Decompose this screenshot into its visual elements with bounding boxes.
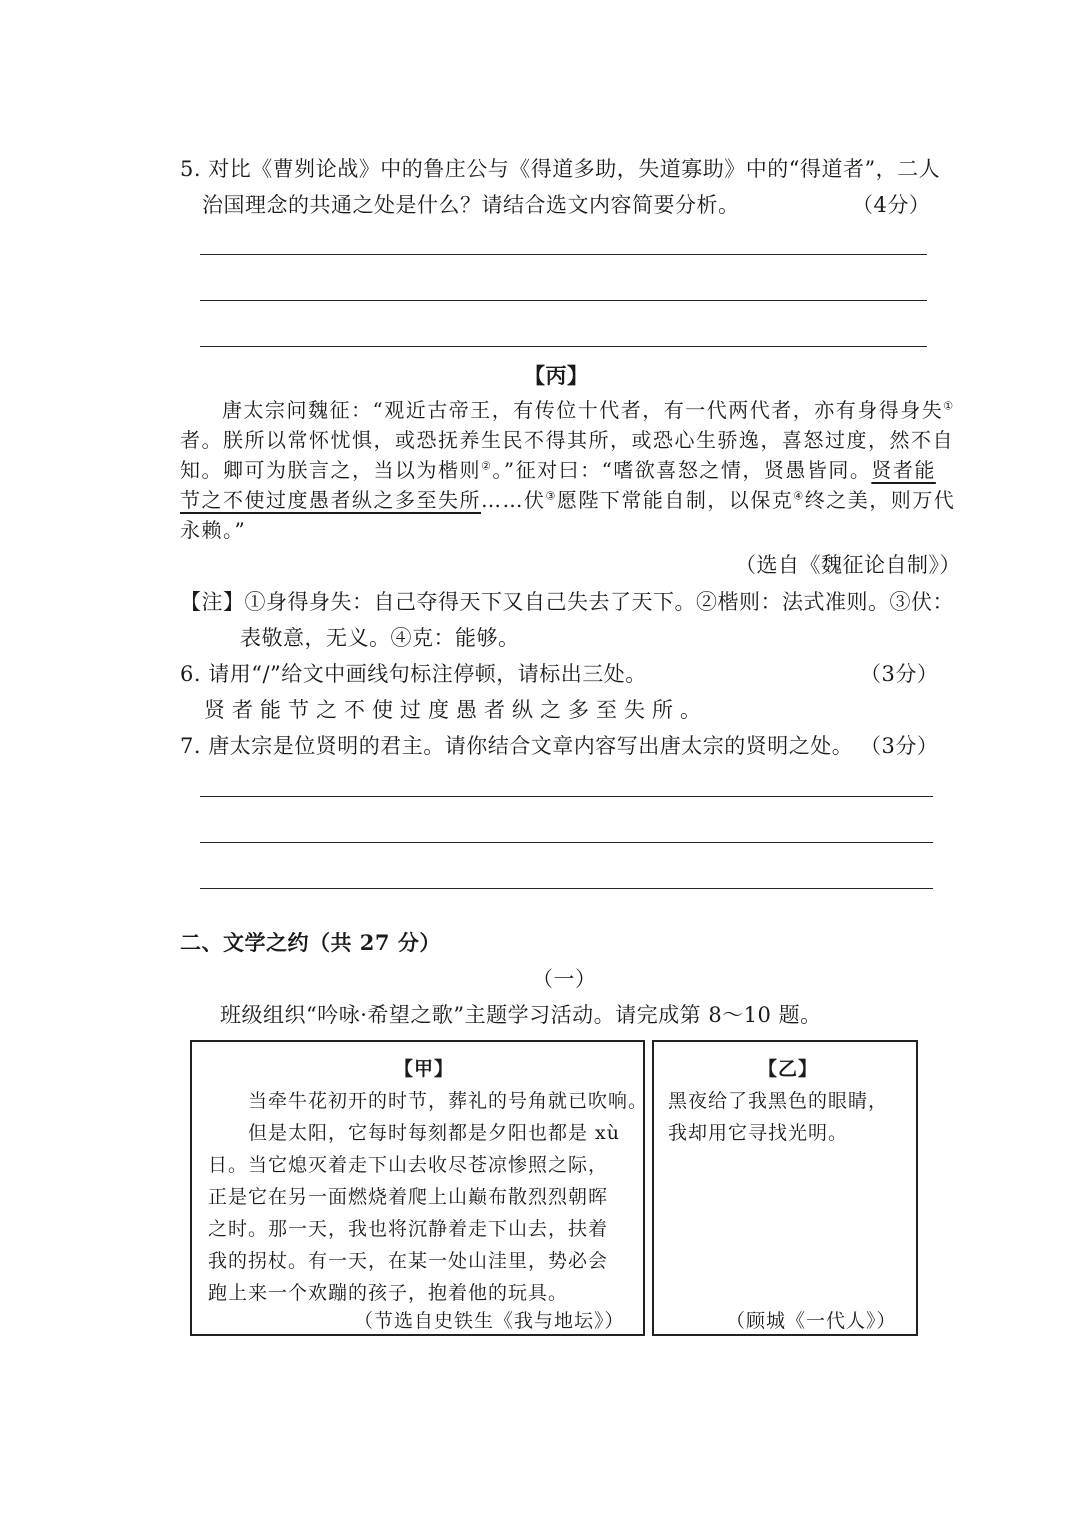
bing-paragraph-line5: 永赖。” <box>180 518 247 542</box>
jia-line: 当牵牛花初开的时节，葬礼的号角就已吹响。 <box>248 1090 649 1112</box>
yi-box <box>652 1040 918 1336</box>
q7-score: （3分） <box>860 734 939 758</box>
bing-notes-line2: 表敬意，无义。④克：能够。 <box>240 626 520 650</box>
q5-answer-line-3[interactable] <box>200 346 927 347</box>
jia-source: （节选自史铁生《我与地坛》） <box>354 1310 625 1332</box>
bing-source: （选自《魏征论自制》） <box>735 553 961 577</box>
q7-answer-line-2[interactable] <box>200 842 933 843</box>
q6-line1: 6. 请用“/”给文中画线句标注停顿，请标出三处。 <box>180 662 647 686</box>
jia-line: 但是太阳，它每时每刻都是夕阳也都是 xù <box>248 1122 620 1144</box>
footnote-mark-3: ③ <box>545 489 557 503</box>
jia-line: 我的拐杖。有一天，在某一处山洼里，势必会 <box>208 1250 609 1272</box>
section2-subtitle: （一） <box>532 967 597 991</box>
jia-line: 之时。那一天，我也将沉静着走下山去，扶着 <box>208 1218 609 1240</box>
bing-paragraph-line1: 唐太宗问魏征：“观近古帝王，有传位十代者，有一代两代者，亦有身得身失① <box>222 398 955 422</box>
footnote-mark-4: ④ <box>793 489 805 503</box>
jia-line: 正是它在另一面燃烧着爬上山巅布散烈烈朝晖 <box>208 1186 609 1208</box>
bing-paragraph-line4: 节之不使过度愚者纵之多至失所……伏③愿陛下常能自制，以保克④终之美，则万代 <box>180 488 956 512</box>
bing-notes-line1: 【注】①身得身失：自己夺得天下又自己失去了天下。②楷则：法式准则。③伏： <box>180 590 954 614</box>
bing-paragraph-line3: 知。卿可为朕言之，当以为楷则②。”征对曰：“嗜欲喜怒之情，贤愚皆同。贤者能 <box>180 458 936 482</box>
q5-answer-line-2[interactable] <box>200 300 927 301</box>
jia-heading: 【甲】 <box>394 1058 455 1080</box>
yi-source: （顾城《一代人》） <box>726 1310 897 1332</box>
underlined-sentence-part2: 节之不使过度愚者纵之多至失所 <box>180 488 481 512</box>
jia-line: 跑上来一个欢蹦的孩子，抱着他的玩具。 <box>208 1282 569 1304</box>
q6-sentence: 贤者能节之不使过度愚者纵之多至失所。 <box>204 698 708 722</box>
q7-line1: 7. 唐太宗是位贤明的君主。请你结合文章内容写出唐太宗的贤明之处。 <box>180 734 854 758</box>
bing-paragraph-line2: 者。朕所以常怀忧惧，或恐抚养生民不得其所，或恐心生骄逸，喜怒过度，然不自 <box>180 428 954 452</box>
yi-line: 我却用它寻找光明。 <box>668 1122 849 1144</box>
q7-answer-line-3[interactable] <box>200 888 933 889</box>
footnote-mark-1: ① <box>943 399 955 413</box>
q5-score: （4分） <box>852 193 931 217</box>
underlined-sentence-part1: 贤者能 <box>871 458 936 482</box>
q5-line1: 5. 对比《曹刿论战》中的鲁庄公与《得道多助，失道寡助》中的“得道者”，二人 <box>180 157 941 181</box>
yi-heading: 【乙】 <box>758 1058 819 1080</box>
bing-heading: 【丙】 <box>524 363 589 388</box>
q5-answer-line-1[interactable] <box>200 254 927 255</box>
section2-title: 二、文学之约（共 27 分） <box>180 930 441 955</box>
q7-answer-line-1[interactable] <box>200 796 933 797</box>
yi-line: 黑夜给了我黑色的眼睛， <box>668 1090 889 1112</box>
section2-intro: 班级组织“吟咏·希望之歌”主题学习活动。请完成第 8～10 题。 <box>220 1003 822 1027</box>
jia-box <box>190 1040 649 1336</box>
q5-line2: 治国理念的共通之处是什么？请结合选文内容简要分析。 <box>202 193 740 217</box>
q6-score: （3分） <box>860 662 939 686</box>
jia-line: 日。当它熄灭着走下山去收尽苍凉惨照之际， <box>208 1154 609 1176</box>
footnote-mark-2: ② <box>481 459 493 473</box>
